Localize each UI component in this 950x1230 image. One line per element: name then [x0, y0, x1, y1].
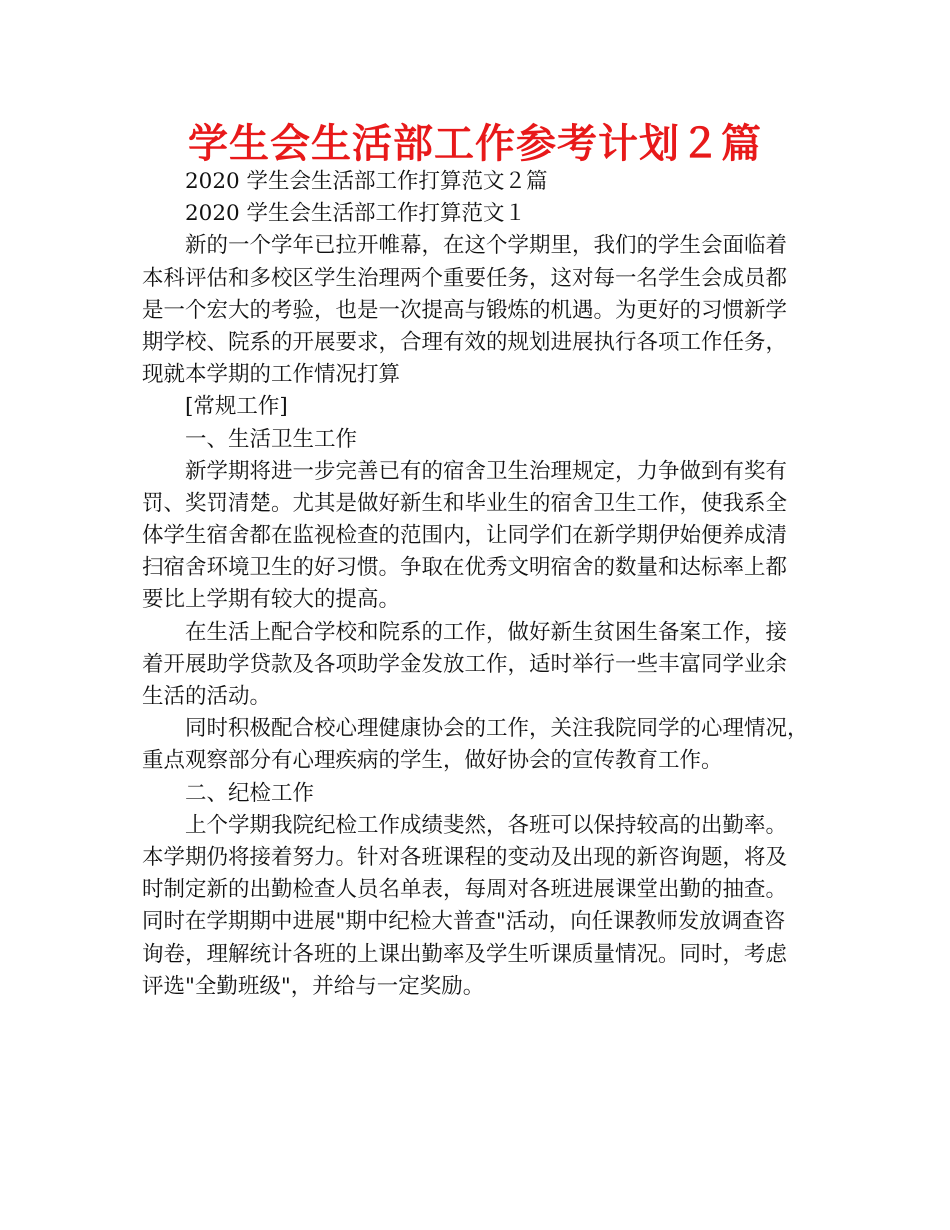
document-title: 学生会生活部工作参考计划２篇: [188, 121, 762, 167]
paragraph-line: 同时在学期期中进展"期中纪检大普查"活动，向任课教师发放调查咨: [142, 909, 786, 935]
paragraph-line: 2020 学生会生活部工作打算范文１: [185, 201, 527, 227]
paragraph-line: 生活的活动。: [142, 684, 272, 709]
document-body: [142, 166, 814, 1003]
paragraph-line: 一、生活卫生工作: [185, 426, 358, 452]
paragraph-line: 时制定新的出勤检查人员名单表，每周对各班进展课堂出勤的抽查。: [142, 877, 788, 903]
paragraph-line: 在生活上配合学校和院系的工作，做好新生贫困生备案工作，接: [185, 619, 788, 645]
paragraph-line: 本科评估和多校区学生治理两个重要任务，这对每一名学生会成员都: [142, 265, 788, 291]
paragraph-line: 重点观察部分有心理疾病的学生，做好协会的宣传教育工作。: [142, 748, 723, 774]
paragraph-line: 体学生宿舍都在监视检查的范围内，让同学们在新学期伊始便养成清: [142, 523, 788, 549]
paragraph-line: 上个学期我院纪检工作成绩斐然，各班可以保持较高的出勤率。: [185, 812, 788, 838]
paragraph-line: 要比上学期有较大的提高。: [142, 587, 401, 613]
paragraph-line: 同时积极配合校心理健康协会的工作，关注我院同学的心理情况，: [185, 716, 809, 742]
paragraph-line: 新学期将进一步完善已有的宿舍卫生治理规定，力争做到有奖有: [185, 458, 788, 484]
paragraph-line: 罚、奖罚清楚。尤其是做好新生和毕业生的宿舍卫生工作，使我系全: [142, 490, 788, 516]
paragraph-line: 本学期仍将接着努力。针对各班课程的变动及出现的新咨询题，将及: [142, 844, 788, 870]
paragraph-line: 二、纪检工作: [185, 780, 315, 806]
paragraph-line: 着开展助学贷款及各项助学金发放工作，适时举行一些丰富同学业余: [142, 651, 788, 677]
paragraph-line: 期学校、院系的开展要求，合理有效的规划进展执行各项工作任务，: [142, 329, 788, 355]
paragraph-line: 评选"全勤班级"，并给与一定奖励。: [142, 973, 485, 999]
paragraph-line: 现就本学期的工作情况打算: [142, 362, 401, 388]
paragraph-line: 是一个宏大的考验，也是一次提高与锻炼的机遇。为更好的习惯新学: [142, 297, 788, 323]
paragraph-line: 询卷，理解统计各班的上课出勤率及学生听课质量情况。同时，考虑: [142, 941, 788, 967]
paragraph-line: 扫宿舍环境卫生的好习惯。争取在优秀文明宿舍的数量和达标率上都: [142, 555, 788, 581]
paragraph-line: 新的一个学年已拉开帷幕，在这个学期里，我们的学生会面临着: [185, 233, 788, 259]
paragraph-line: [常规工作]: [185, 394, 288, 420]
paragraph-line: 2020 学生会生活部工作打算范文２篇: [185, 169, 548, 194]
